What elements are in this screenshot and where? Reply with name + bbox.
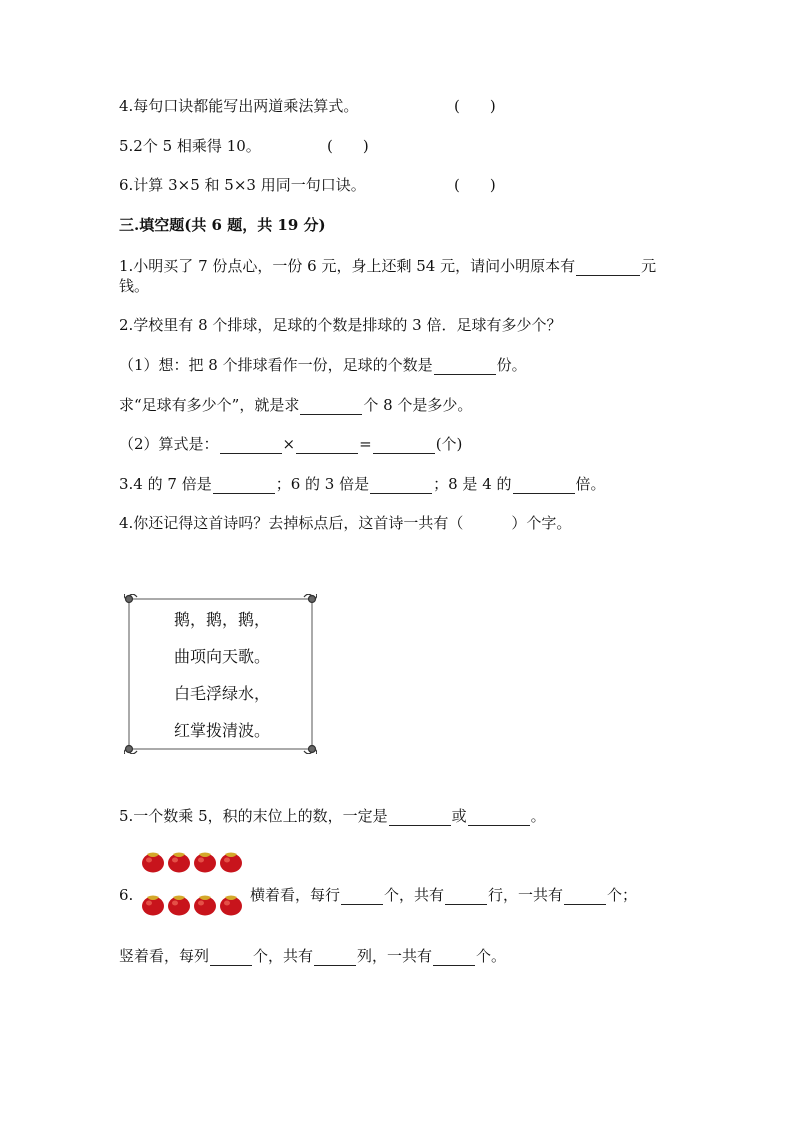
fill-q3-text-c: ；8 是 4 的 <box>433 475 512 493</box>
fill-q6-r1-b: 个，共有 <box>384 886 445 904</box>
fill-q2-blank2[interactable] <box>300 398 362 415</box>
fill-q3-blank1[interactable] <box>213 477 275 494</box>
fill-q1-unit: 元 <box>641 257 657 275</box>
apple-icon <box>193 892 217 916</box>
apple-icon <box>141 892 165 916</box>
poem-line-4: 红掌拨清波。 <box>174 721 271 740</box>
poem-line-1: 鹅，鹅，鹅， <box>174 610 271 629</box>
fill-q5 <box>119 806 546 826</box>
fill-q6-blank4[interactable] <box>210 949 252 966</box>
fill-q2-part2-end: 个 8 个是多少。 <box>363 396 473 414</box>
fill-q3-text-a: 3.4 的 7 倍是 <box>119 475 212 493</box>
fill-q2-equals: = <box>359 435 372 453</box>
judge-q4-paren[interactable]: ( ) <box>454 97 496 115</box>
fill-q2-stem: 2.学校里有 8 个排球，足球的个数是排球的 3 倍．足球有多少个？ <box>119 316 562 334</box>
fill-q6-r2-b: 个，共有 <box>253 947 314 965</box>
fill-q2-blank5[interactable] <box>373 437 435 454</box>
fill-q4-text-b: ）个字。 <box>511 514 572 532</box>
judge-q5-text: 5.2个 5 相乘得 10。 <box>119 137 261 155</box>
fill-q2-blank4[interactable] <box>296 437 358 454</box>
fill-q6-r2-d: 个。 <box>476 947 507 965</box>
fill-q6-blank3[interactable] <box>564 888 606 905</box>
judge-q4 <box>119 96 358 116</box>
poem-line-3: 白毛浮绿水， <box>174 684 271 703</box>
fill-q2-times: × <box>282 435 296 453</box>
fill-q6-r1-d: 个； <box>607 886 638 904</box>
fill-q3-text-b: ；6 的 3 倍是 <box>275 475 370 493</box>
judge-q4-text: 4.每句口诀都能写出两道乘法算式。 <box>119 97 359 115</box>
judge-q5 <box>119 136 261 156</box>
fill-q3 <box>119 474 606 494</box>
fill-q2-blank1[interactable] <box>434 358 496 375</box>
judge-q5-paren[interactable]: ( ) <box>327 137 369 155</box>
judge-q6-text: 6.计算 3×5 和 5×3 用同一句口诀。 <box>119 176 366 194</box>
fill-q2-part2-text: 求“足球有多少个”，就是求 <box>119 396 300 414</box>
fill-q6-r1-a: 横着看，每行 <box>250 886 341 904</box>
fill-q6-blank5[interactable] <box>314 949 356 966</box>
fill-q3-blank3[interactable] <box>513 477 575 494</box>
fill-q6-r1-c: 行，一共有 <box>488 886 564 904</box>
judge-q6-paren[interactable]: ( ) <box>454 176 496 194</box>
fill-q5-text-a: 5.一个数乘 5，积的末位上的数，一定是 <box>119 807 388 825</box>
fill-q2-part2 <box>119 395 472 415</box>
fill-q2-part1-text: （1）想：把 8 个排球看作一份，足球的个数是 <box>119 356 433 374</box>
fill-q6-blank1[interactable] <box>341 888 383 905</box>
fill-q2-part1-end: 份。 <box>496 356 527 374</box>
fill-q5-blank1[interactable] <box>389 809 451 826</box>
fill-q6-blank2[interactable] <box>445 888 487 905</box>
fill-q5-blank2[interactable] <box>468 809 530 826</box>
fill-q3-blank2[interactable] <box>370 477 432 494</box>
apple-icon <box>141 849 165 873</box>
fill-q5-text-b: 或 <box>451 807 467 825</box>
fill-q2-blank3[interactable] <box>220 437 282 454</box>
poem-frame <box>124 594 317 754</box>
apple-icon <box>219 892 243 916</box>
fill-q2-part3-text: （2）算式是： <box>119 435 219 453</box>
fill-q6-r2-a: 竖着看，每列 <box>119 947 210 965</box>
poem-line-2: 曲项向天歌。 <box>174 647 271 666</box>
section-title: 三.填空题(共 6 题，共 19 分) <box>119 216 326 234</box>
fill-q1-cont: 钱。 <box>119 277 150 295</box>
fill-q6-row <box>250 885 637 905</box>
judge-q6 <box>119 175 366 195</box>
fill-q6-col <box>119 946 506 966</box>
fill-q6-r2-c: 列，一共有 <box>357 947 433 965</box>
apple-icon <box>193 849 217 873</box>
fill-q1-text: 1.小明买了 7 份点心，一份 6 元，身上还剩 54 元，请问小明原本有 <box>119 257 576 275</box>
fill-q5-text-c: 。 <box>530 807 546 825</box>
apple-icon <box>219 849 243 873</box>
fill-q2-unit: (个) <box>435 435 463 453</box>
fill-q2-part3 <box>119 434 462 454</box>
fill-q3-text-d: 倍。 <box>575 475 606 493</box>
apple-icon <box>167 892 191 916</box>
fill-q1-blank[interactable] <box>576 259 640 276</box>
fill-q1 <box>119 256 656 276</box>
fill-q4-text-a: 4.你还记得这首诗吗？去掉标点后，这首诗一共有（ <box>119 514 464 532</box>
fill-q2-part1 <box>119 355 527 375</box>
fill-q4 <box>119 513 571 533</box>
apple-icon <box>167 849 191 873</box>
fill-q6-number: 6. <box>119 886 134 904</box>
fill-q6-blank6[interactable] <box>433 949 475 966</box>
